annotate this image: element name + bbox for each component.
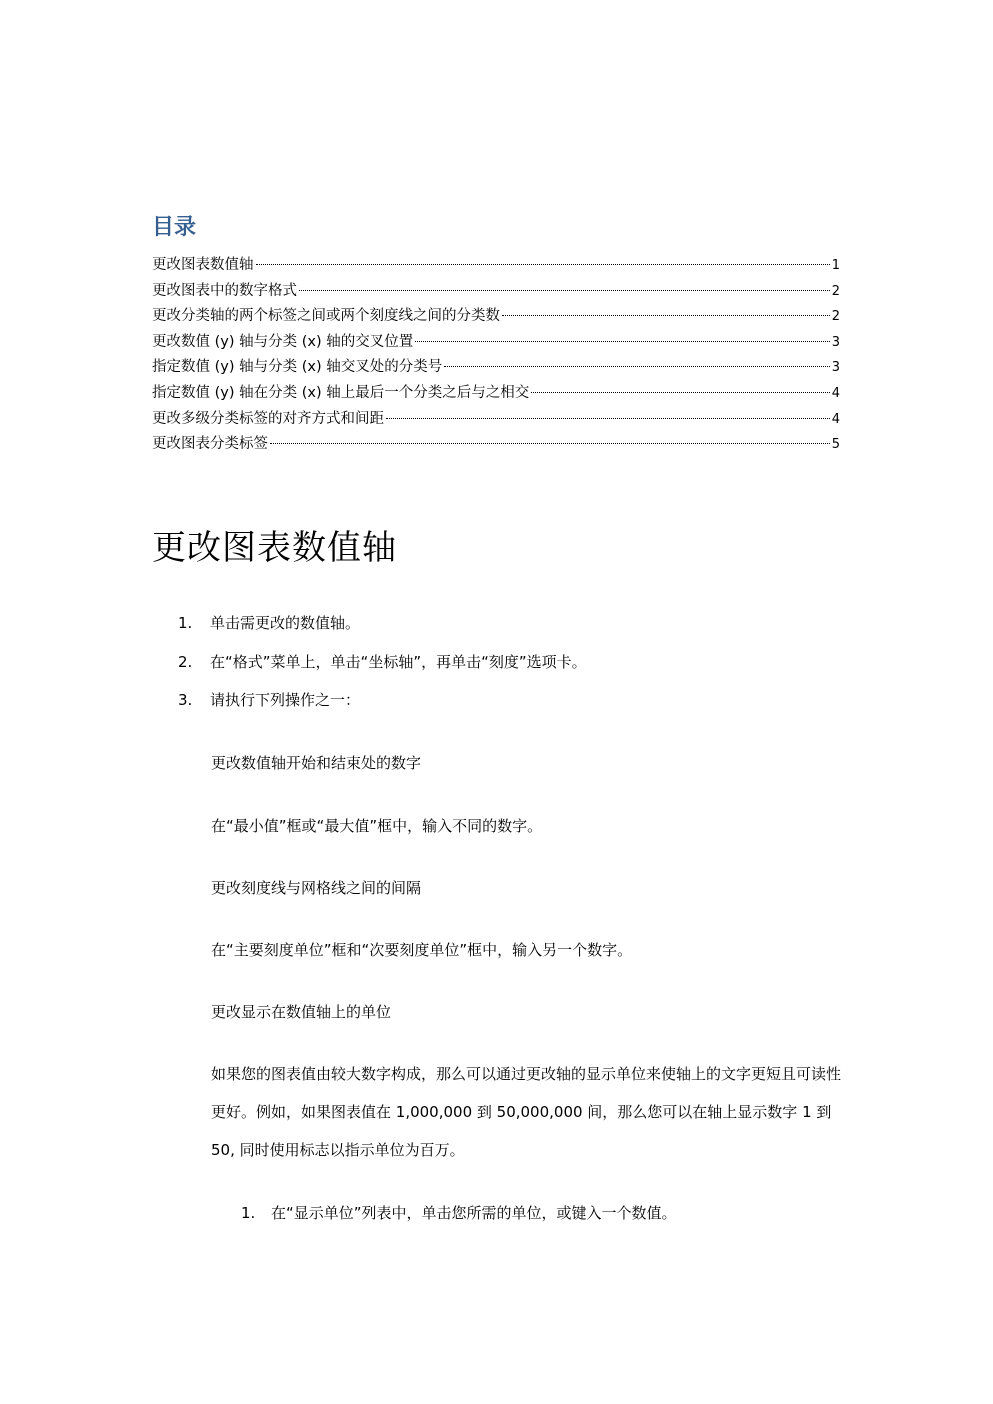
section-heading: 更改图表数值轴 <box>152 528 397 568</box>
toc-entry-label: 更改分类轴的两个标签之间或两个刻度线之间的分类数 <box>152 308 500 325</box>
option-body: 如果您的图表值由较大数字构成，那么可以通过更改轴的显示单位来使轴上的文字更短且可读性更好。例如，如果图表值在 1,000,000 到 50,000,000 间，那么您可以在轴上显示数字 1 到 50, 同时使用标志以指示单位为百万。 <box>211 1065 842 1159</box>
step-text: 单击需更改的数值轴。 <box>210 614 361 632</box>
toc-entry-label: 指定数值 (y) 轴与分类 (x) 轴交叉处的分类号 <box>152 359 443 376</box>
toc-leader-dots <box>444 366 829 367</box>
toc-entry[interactable] <box>152 355 840 381</box>
step-text: 请执行下列操作之一： <box>210 691 361 709</box>
option-title: 更改数值轴开始和结束处的数字 <box>211 754 422 772</box>
option-body: 在“最小值”框或“最大值”框中，输入不同的数字。 <box>211 817 543 835</box>
toc-entry[interactable] <box>152 279 840 305</box>
option-title: 更改刻度线与网格线之间的间隔 <box>211 879 422 897</box>
toc-leader-dots <box>386 418 830 419</box>
toc-entry-page: 4 <box>831 385 840 401</box>
toc-leader-dots <box>415 341 829 342</box>
toc-entry[interactable] <box>152 432 840 458</box>
step-number: 1. <box>178 614 193 632</box>
toc-entry[interactable] <box>152 381 840 407</box>
step-item <box>178 685 838 724</box>
sub-step-number: 1. <box>241 1204 256 1222</box>
toc-entry[interactable] <box>152 330 840 356</box>
toc-entry-page: 2 <box>831 309 840 325</box>
step-number: 2. <box>178 652 193 671</box>
step-item <box>178 608 838 647</box>
toc-leader-dots <box>502 315 830 316</box>
toc-entry[interactable] <box>152 253 840 279</box>
toc-entry-label: 更改图表数值轴 <box>152 257 254 273</box>
toc-entry-page: 2 <box>831 283 840 299</box>
toc-entry-label: 更改图表分类标签 <box>152 436 268 453</box>
toc-entry-page: 1 <box>831 258 840 273</box>
toc-entry-label: 更改多级分类标签的对齐方式和间距 <box>152 410 384 427</box>
toc-leader-dots <box>270 443 830 444</box>
toc-entry[interactable] <box>152 407 840 433</box>
toc-entry-page: 3 <box>831 334 840 350</box>
step-item <box>178 647 838 686</box>
step-number: 3. <box>178 691 193 709</box>
sub-step-text: 在“显示单位”列表中，单击您所需的单位，或键入一个数值。 <box>271 1204 677 1222</box>
toc-entry-label: 更改图表中的数字格式 <box>152 282 297 299</box>
option-body: 在“主要刻度单位”框和“次要刻度单位”框中，输入另一个数字。 <box>211 941 633 959</box>
step-text: 在“格式”菜单上，单击“坐标轴”，再单击“刻度”选项卡。 <box>210 652 587 671</box>
sub-step-item <box>241 1202 677 1223</box>
toc-leader-dots <box>256 264 830 265</box>
toc-leader-dots <box>531 392 829 393</box>
toc-entry-label: 更改数值 (y) 轴与分类 (x) 轴的交叉位置 <box>152 333 414 350</box>
toc-leader-dots <box>299 290 830 291</box>
steps-list <box>178 608 838 724</box>
toc-entry-label: 指定数值 (y) 轴在分类 (x) 轴上最后一个分类之后与之相交 <box>152 384 530 401</box>
option-title: 更改显示在数值轴上的单位 <box>211 1003 392 1021</box>
toc-entry-page: 3 <box>831 360 840 376</box>
toc-title: 目录 <box>152 214 197 240</box>
toc-entry[interactable] <box>152 304 840 330</box>
toc-entry-page: 5 <box>831 437 840 453</box>
table-of-contents <box>152 253 840 458</box>
toc-entry-page: 4 <box>831 411 840 427</box>
